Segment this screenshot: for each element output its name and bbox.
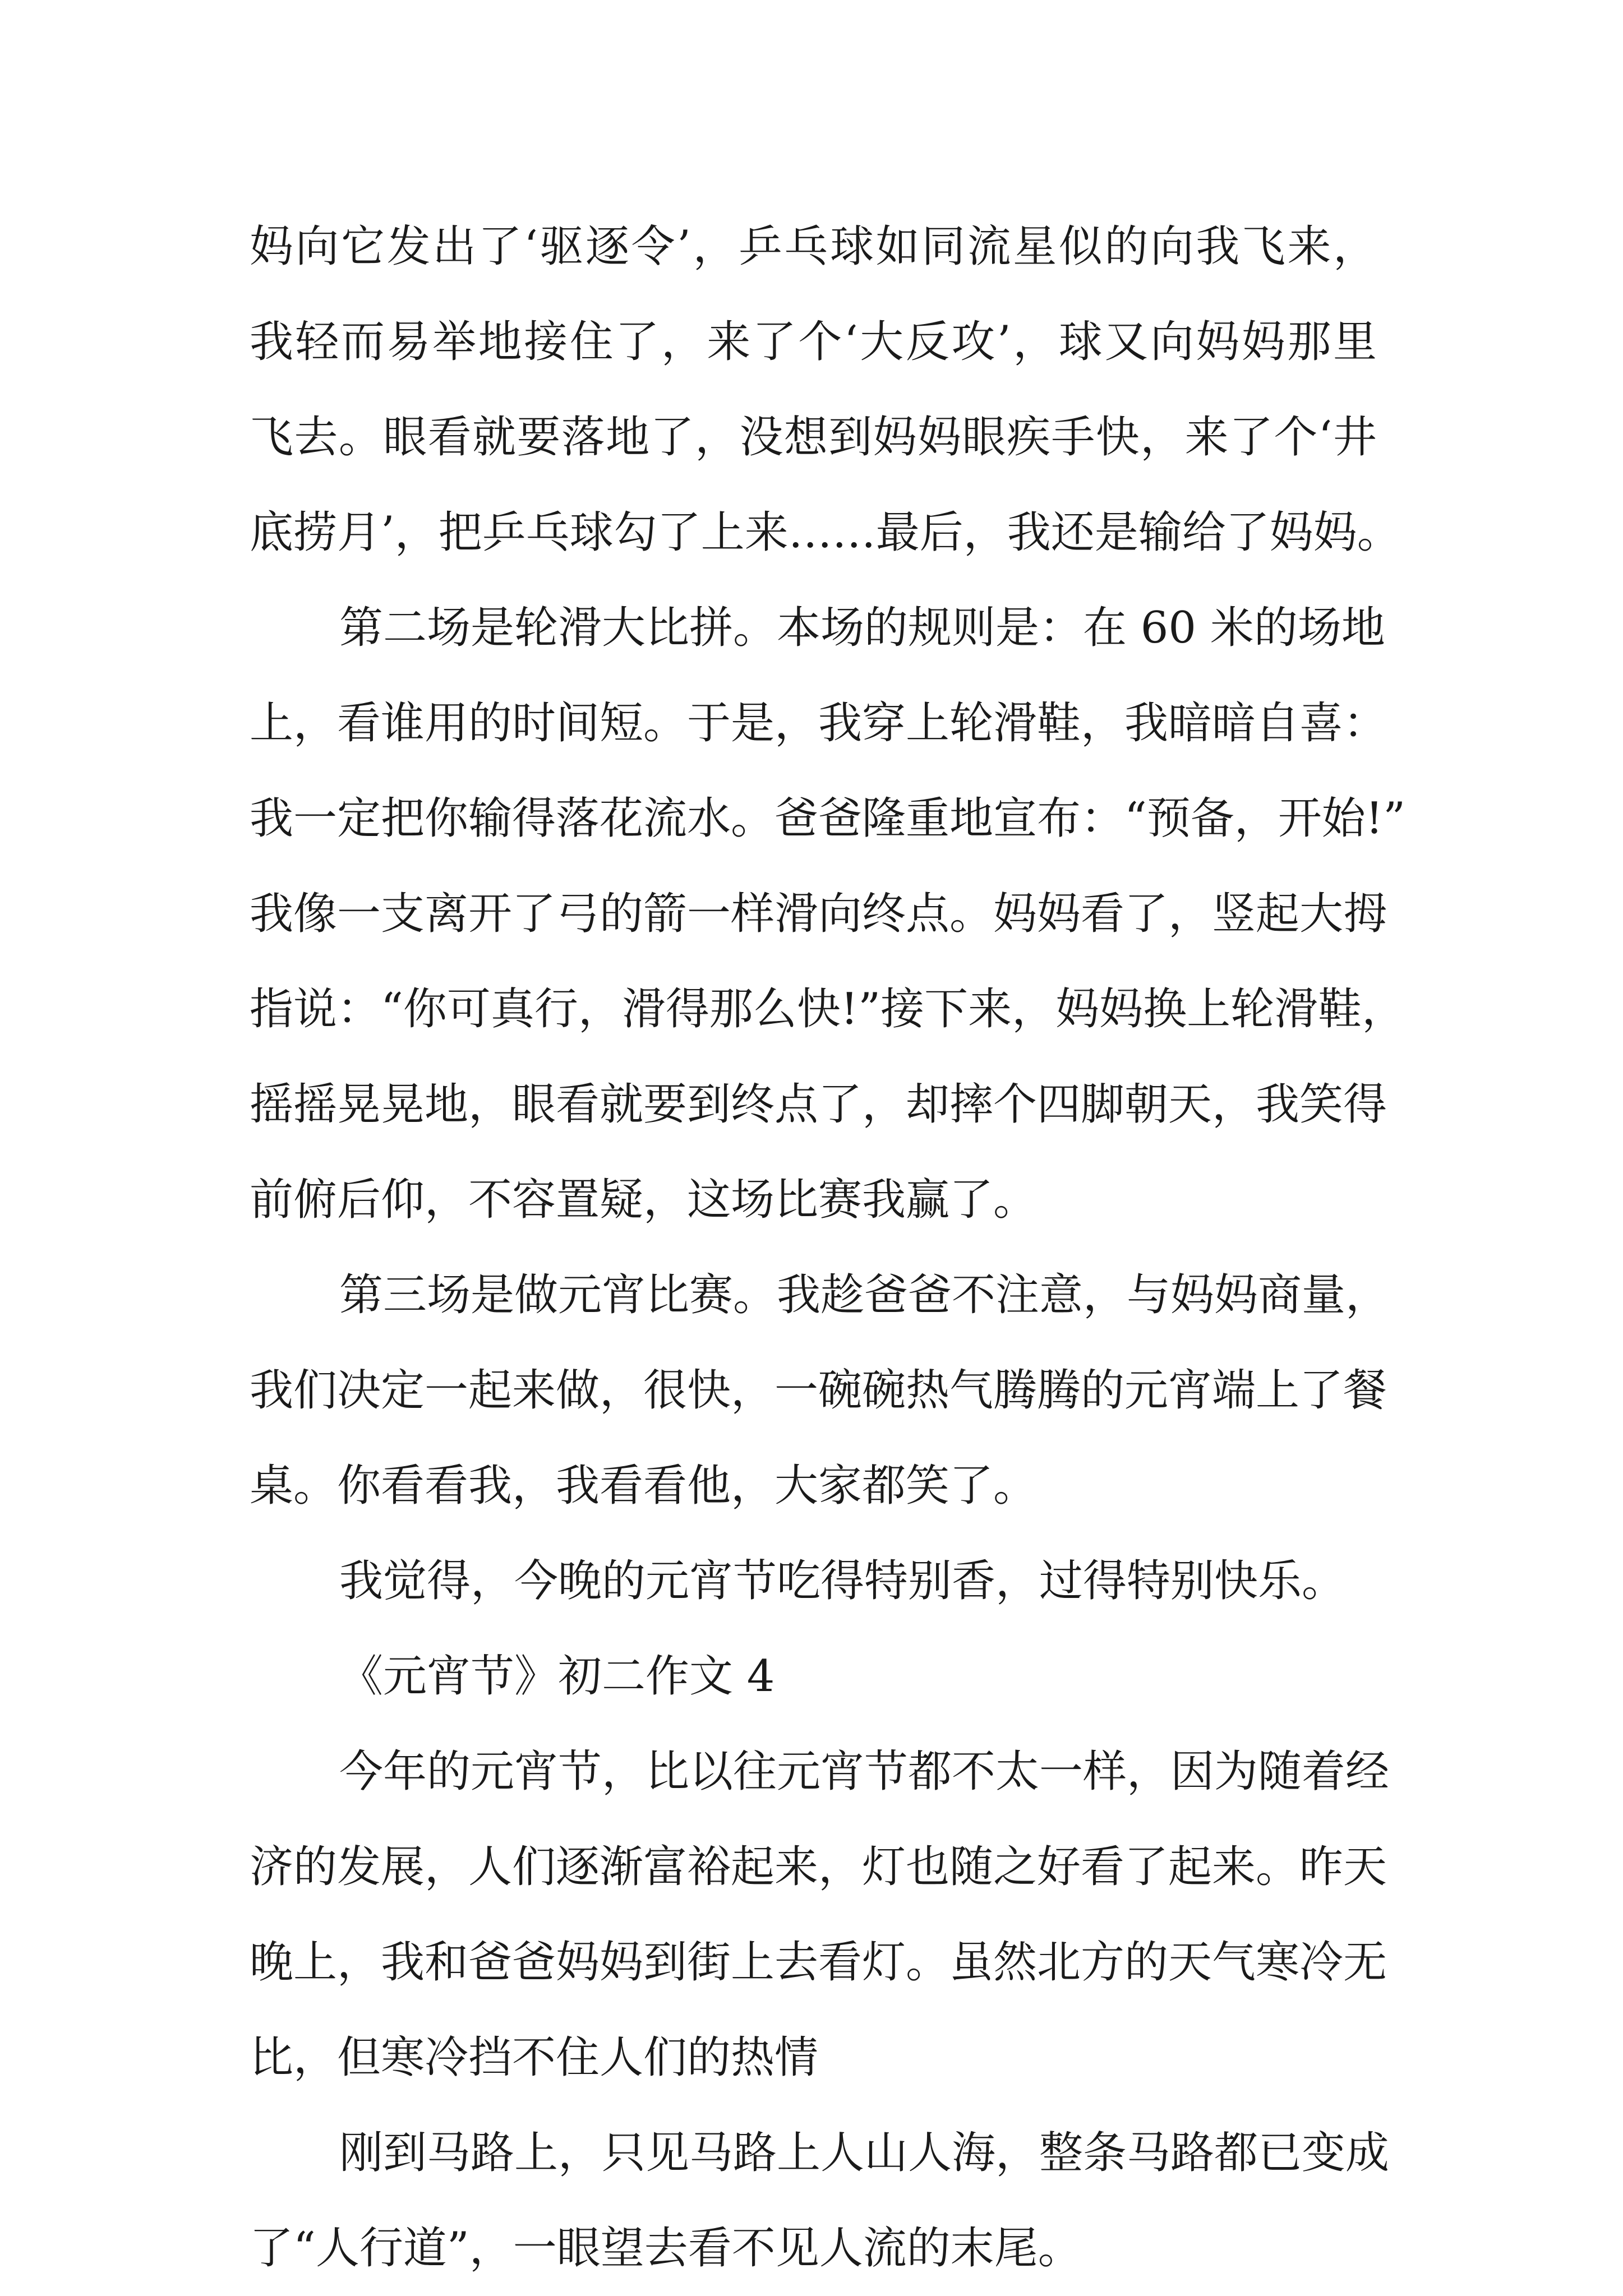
- text-line: 妈向它发出了‘驱逐令’，乒乓球如同流星似的向我飞来，: [250, 221, 1377, 272]
- text-line: 我轻而易举地接住了，来了个‘大反攻’，球又向妈妈那里: [250, 317, 1377, 367]
- text-line: 我像一支离开了弓的箭一样滑向终点。妈妈看了，竖起大拇: [250, 889, 1387, 939]
- text-line: 比，但寒冷挡不住人们的热情: [250, 2032, 819, 2083]
- text-line: 了“人行道”，一眼望去看不见人流的末尾。: [250, 2223, 1082, 2274]
- text-line: 我一定把你输得落花流水。爸爸隆重地宣布：“预备，开始!”: [250, 793, 1406, 844]
- text-line: 晚上，我和爸爸妈妈到街上去看灯。虽然北方的天气寒冷无: [250, 1937, 1387, 1988]
- section-heading: 《元宵节》初二作文 4: [339, 1651, 775, 1702]
- paragraph-first-line: 今年的元宵节，比以往元宵节都不太一样，因为随着经: [339, 1747, 1390, 1797]
- text-line: 指说：“你可真行，滑得那么快!”接下来，妈妈换上轮滑鞋，: [250, 984, 1406, 1034]
- text-line: 桌。你看看我，我看看他，大家都笑了。: [250, 1461, 1038, 1511]
- text-line: 济的发展，人们逐渐富裕起来，灯也随之好看了起来。昨天: [250, 1842, 1387, 1892]
- paragraph-first-line: 第二场是轮滑大比拼。本场的规则是：在 60 米的场地: [339, 603, 1385, 653]
- text-line: 摇摇晃晃地，眼看就要到终点了，却摔个四脚朝天，我笑得: [250, 1079, 1387, 1130]
- paragraph-first-line: 我觉得，今晚的元宵节吃得特别香，过得特别快乐。: [339, 1556, 1346, 1606]
- text-line: 我们决定一起来做，很快，一碗碗热气腾腾的元宵端上了餐: [250, 1365, 1387, 1416]
- text-line: 上，看谁用的时间短。于是，我穿上轮滑鞋，我暗暗自喜：: [250, 698, 1387, 749]
- paragraph-first-line: 第三场是做元宵比赛。我趁爸爸不注意，与妈妈商量，: [339, 1270, 1390, 1320]
- text-line: 底捞月’，把乒乓球勾了上来……最后，我还是输给了妈妈。: [250, 507, 1401, 558]
- text-line: 飞去。眼看就要落地了，没想到妈妈眼疾手快，来了个‘井: [250, 412, 1377, 463]
- paragraph-first-line: 刚到马路上，只见马路上人山人海，整条马路都已变成: [339, 2128, 1390, 2178]
- text-line: 前俯后仰，不容置疑，这场比赛我赢了。: [250, 1175, 1038, 1225]
